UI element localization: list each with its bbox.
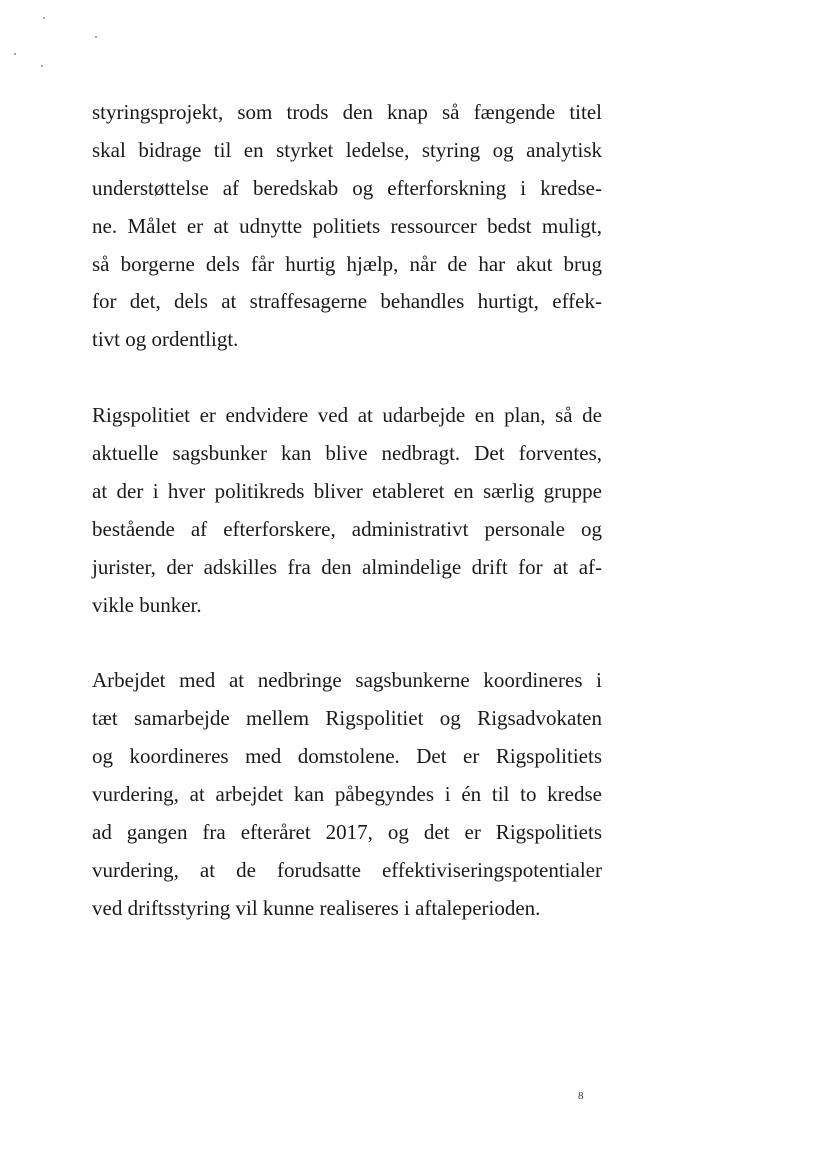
- page-number: 8: [578, 1090, 584, 1102]
- text-line: at der i hver politikreds bliver etableret en særlig gruppe: [92, 478, 602, 503]
- scan-speck: [14, 53, 16, 55]
- text-line: så borgerne dels får hurtig hjælp, når de har akut brug: [92, 251, 602, 276]
- paragraph-1: [92, 94, 602, 359]
- text-line: ne. Målet er at udnytte politiets ressourcer bedst muligt,: [92, 213, 602, 238]
- text-line: vurdering, at de forudsatte effektiviseringspotentialer: [92, 857, 602, 882]
- text-line: for det, dels at straffesagerne behandles hurtigt, effek-: [92, 289, 602, 314]
- scan-speck: [41, 65, 43, 67]
- text-line: ad gangen fra efteråret 2017, og det er Rigspolitiets: [92, 819, 602, 844]
- text-line: ved driftsstyring vil kunne realiseres i aftaleperioden.: [92, 895, 541, 920]
- scan-speck: [95, 36, 97, 38]
- text-line: vikle bunker.: [92, 592, 202, 617]
- body-text: [92, 94, 602, 928]
- scan-speck: [43, 17, 45, 19]
- text-line: skal bidrage til en styrket ledelse, styring og analytisk: [92, 137, 602, 162]
- text-line: Arbejdet med at nedbringe sagsbunkerne koordineres i: [92, 668, 602, 693]
- text-line: tæt samarbejde mellem Rigspolitiet og Rigsadvokaten: [92, 706, 602, 731]
- text-line: jurister, der adskilles fra den almindelige drift for at af-: [92, 554, 602, 579]
- paragraph-2: [92, 397, 602, 624]
- paragraph-3: [92, 662, 602, 927]
- text-line: understøttelse af beredskab og efterforskning i kredse-: [92, 175, 602, 200]
- text-line: styringsprojekt, som trods den knap så fængende titel: [92, 100, 602, 124]
- text-line: bestående af efterforskere, administrativt personale og: [92, 516, 602, 541]
- text-line: og koordineres med domstolene. Det er Rigspolitiets: [92, 744, 602, 769]
- text-line: vurdering, at arbejdet kan påbegyndes i én til to kredse: [92, 782, 602, 807]
- text-line: tivt og ordentligt.: [92, 327, 239, 352]
- text-line: Rigspolitiet er endvidere ved at udarbejde en plan, så de: [92, 403, 602, 428]
- text-line: aktuelle sagsbunker kan blive nedbragt. Det forventes,: [92, 441, 602, 466]
